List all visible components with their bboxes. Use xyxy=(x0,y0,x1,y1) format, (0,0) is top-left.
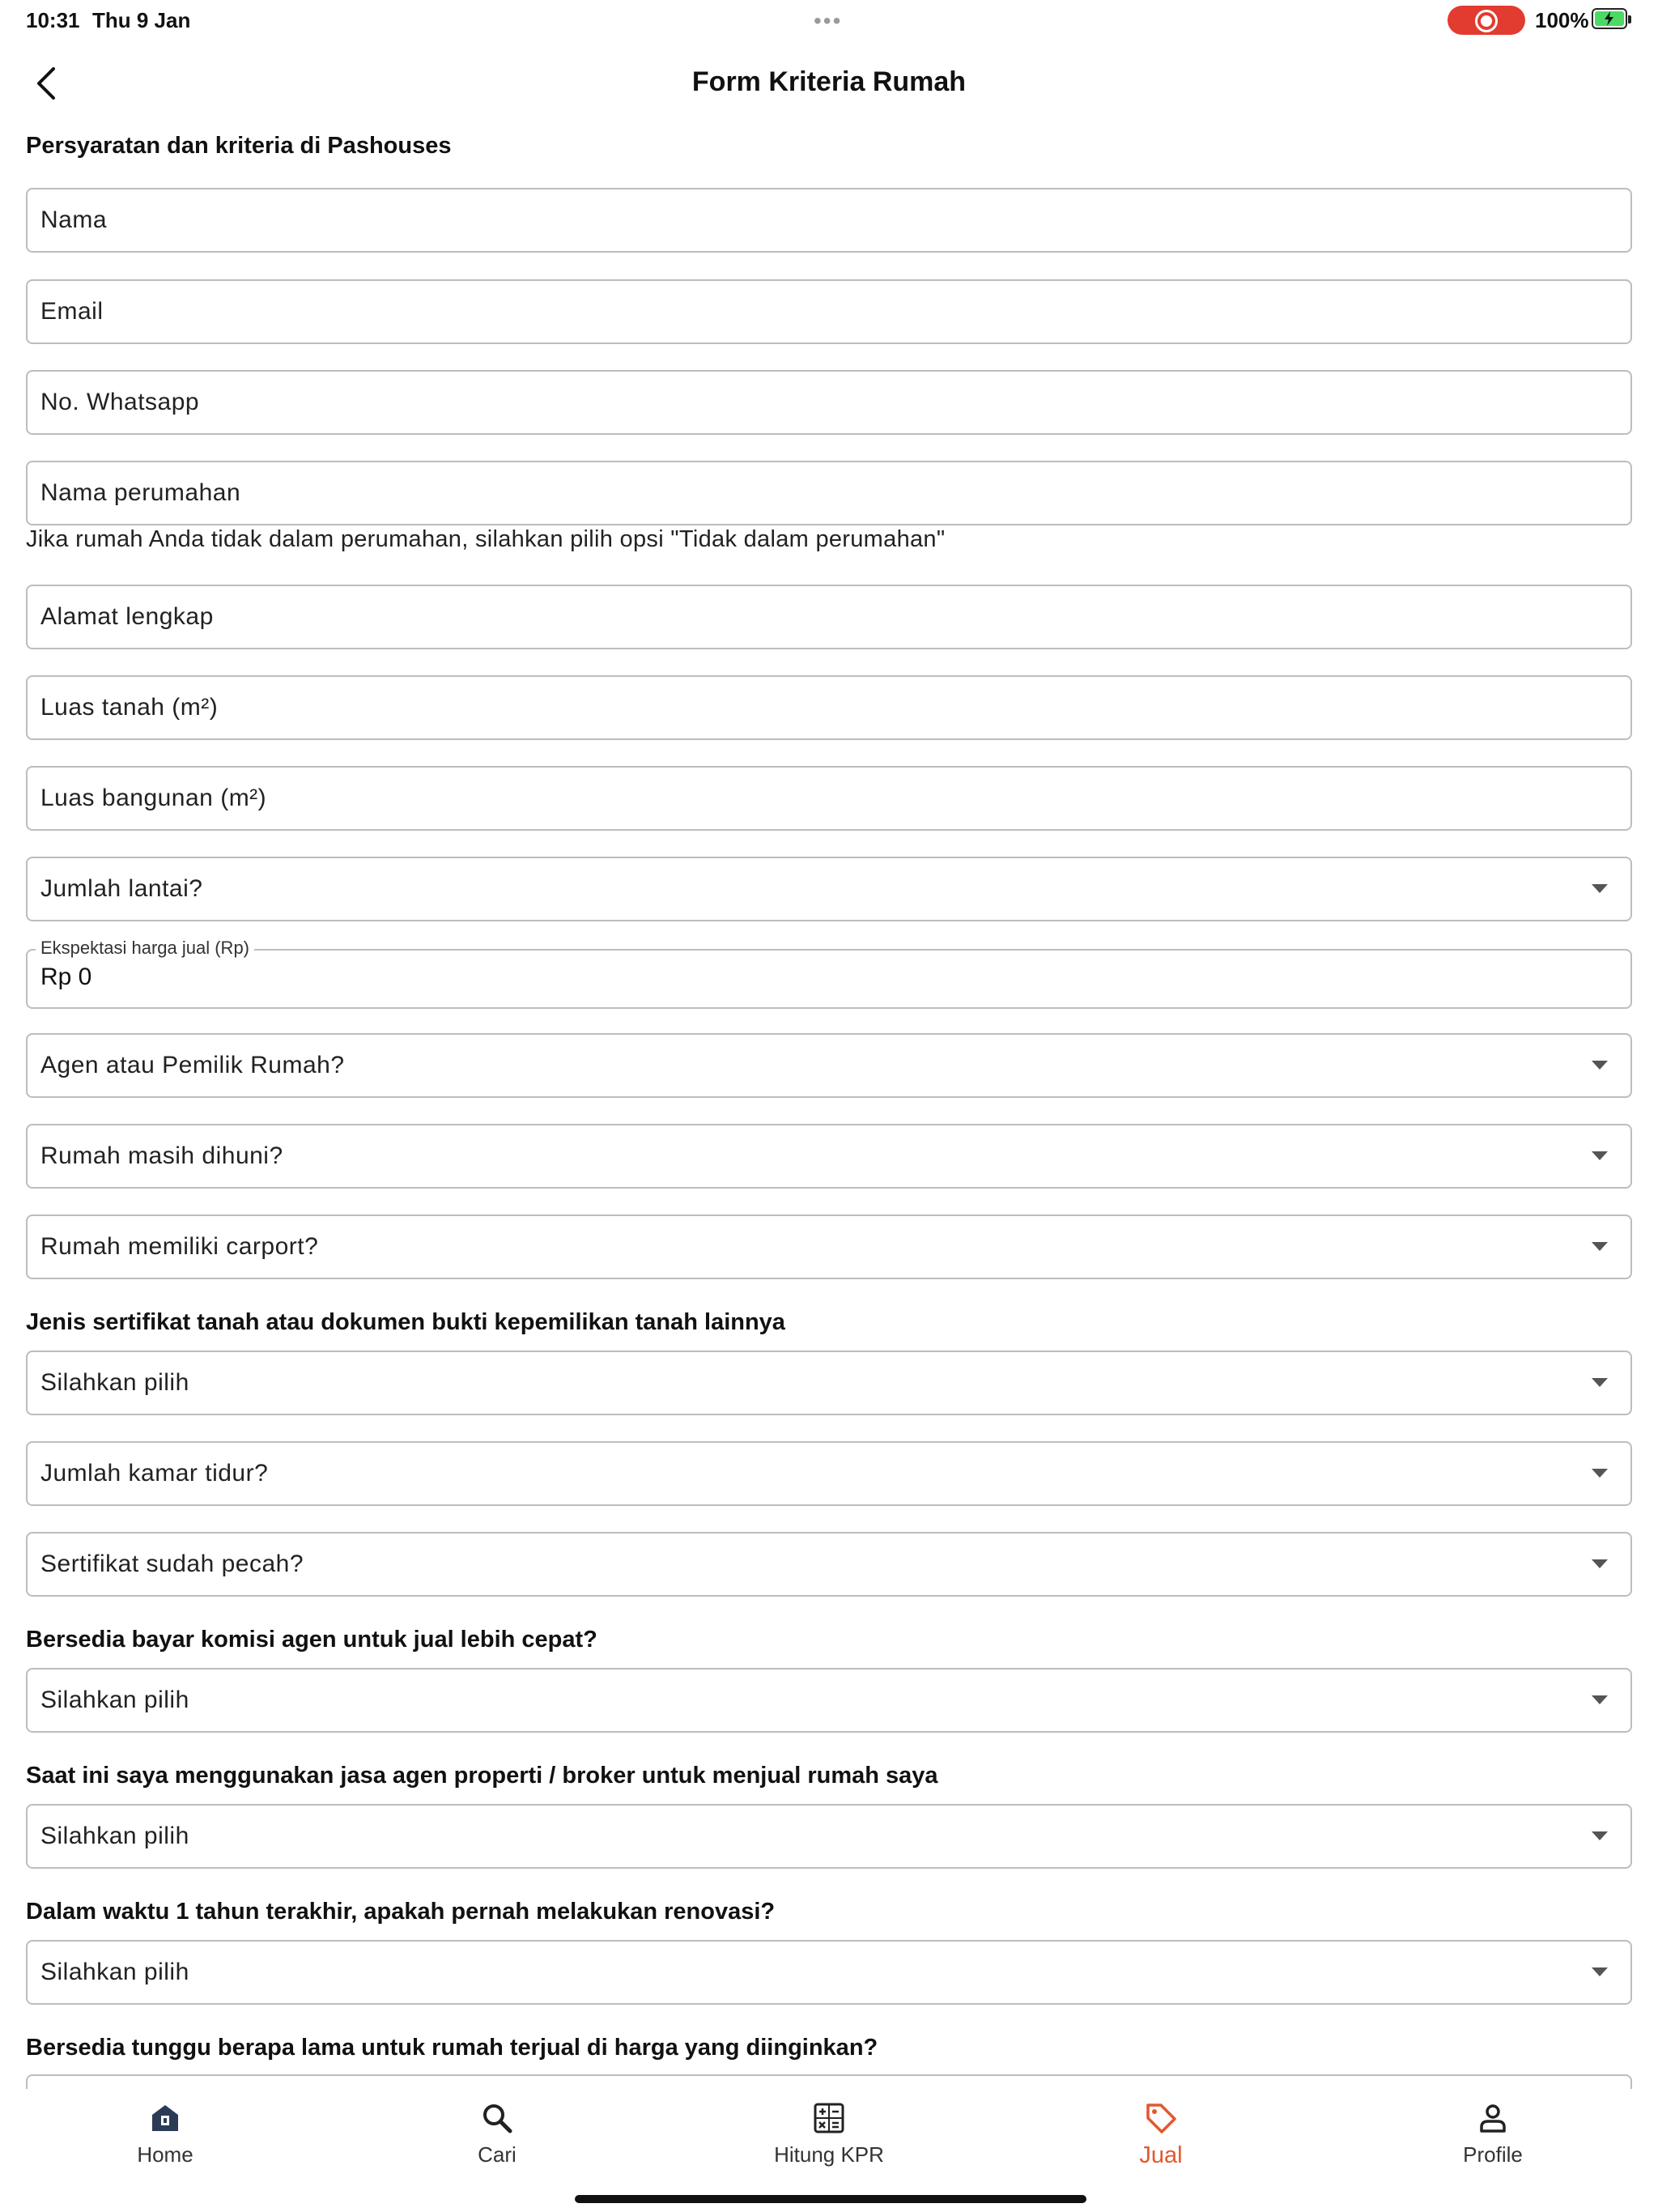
whatsapp-input[interactable] xyxy=(26,370,1632,435)
nav-profile-label: Profile xyxy=(1463,2142,1523,2167)
harga-jual-value: Rp 0 xyxy=(40,963,92,990)
renovasi-question: Dalam waktu 1 tahun terakhir, apakah pernah melakukan renovasi? xyxy=(26,1899,776,1925)
dropdown-arrow-icon xyxy=(1592,1967,1608,1976)
sertifikat-question: Jenis sertifikat tanah atau dokumen bukti kepemilikan tanah lainnya xyxy=(26,1309,785,1335)
intro-text: Persyaratan dan kriteria di Pashouses xyxy=(26,133,452,159)
carport-select[interactable] xyxy=(26,1214,1632,1279)
renovasi-select-label: Silahkan pilih xyxy=(40,1959,189,1985)
luas-tanah-input[interactable] xyxy=(26,675,1632,740)
broker-question: Saat ini saya menggunakan jasa agen properti / broker untuk menjual rumah saya xyxy=(26,1763,938,1789)
sertifikat-select[interactable] xyxy=(26,1351,1632,1415)
dropdown-arrow-icon xyxy=(1592,1695,1608,1704)
email-input[interactable] xyxy=(26,279,1632,344)
dropdown-arrow-icon xyxy=(1592,1242,1608,1251)
broker-select-label: Silahkan pilih xyxy=(40,1823,189,1849)
perumahan-hint: Jika rumah Anda tidak dalam perumahan, silahkan pilih opsi "Tidak dalam perumahan" xyxy=(26,526,946,552)
agen-pemilik-select[interactable] xyxy=(26,1033,1632,1098)
kamar-tidur-label: Jumlah kamar tidur? xyxy=(40,1460,269,1487)
renovasi-select[interactable] xyxy=(26,1940,1632,2005)
harga-jual-label: Ekspektasi harga jual (Rp) xyxy=(36,938,254,959)
nav-hitung-kpr-label: Hitung KPR xyxy=(774,2142,884,2167)
carport-label: Rumah memiliki carport? xyxy=(40,1233,319,1260)
dropdown-arrow-icon xyxy=(1592,1061,1608,1070)
dropdown-arrow-icon xyxy=(1592,1151,1608,1160)
tag-icon xyxy=(1143,2100,1179,2136)
nav-cari-label: Cari xyxy=(478,2142,517,2167)
status-date: Thu 9 Jan xyxy=(92,8,191,32)
status-time: 10:31 xyxy=(26,8,80,32)
nama-input[interactable] xyxy=(26,188,1632,253)
nav-hitung-kpr[interactable] xyxy=(732,2100,926,2189)
dropdown-arrow-icon xyxy=(1592,1831,1608,1840)
home-indicator[interactable] xyxy=(575,2195,1086,2203)
alamat-label: Alamat lengkap xyxy=(40,603,214,630)
person-icon xyxy=(1475,2100,1511,2136)
dropdown-arrow-icon xyxy=(1592,884,1608,893)
broker-select[interactable] xyxy=(26,1804,1632,1869)
dropdown-arrow-icon xyxy=(1592,1559,1608,1568)
komisi-question: Bersedia bayar komisi agen untuk jual lebih cepat? xyxy=(26,1627,597,1653)
luas-tanah-label: Luas tanah (m²) xyxy=(40,694,219,721)
perumahan-label: Nama perumahan xyxy=(40,479,241,506)
sertifikat-pecah-label: Sertifikat sudah pecah? xyxy=(40,1551,304,1577)
harga-jual-input[interactable] xyxy=(26,938,1632,1009)
luas-bangunan-input[interactable] xyxy=(26,766,1632,831)
battery-percent: 100% xyxy=(1535,8,1589,32)
calculator-icon xyxy=(811,2100,847,2136)
perumahan-input[interactable] xyxy=(26,461,1632,525)
tunggu-question: Bersedia tunggu berapa lama untuk rumah terjual di harga yang diinginkan? xyxy=(26,2035,878,2061)
dropdown-arrow-icon xyxy=(1592,1469,1608,1478)
nama-label: Nama xyxy=(40,206,108,233)
home-icon xyxy=(147,2100,183,2136)
agen-pemilik-label: Agen atau Pemilik Rumah? xyxy=(40,1052,345,1078)
jumlah-lantai-select[interactable] xyxy=(26,857,1632,921)
nav-home[interactable] xyxy=(68,2100,262,2189)
sertifikat-select-label: Silahkan pilih xyxy=(40,1369,189,1396)
search-icon xyxy=(479,2100,515,2136)
nav-home-label: Home xyxy=(137,2142,193,2167)
komisi-select[interactable] xyxy=(26,1668,1632,1733)
nav-cari[interactable] xyxy=(400,2100,594,2189)
komisi-select-label: Silahkan pilih xyxy=(40,1687,189,1713)
multitasking-dots-icon[interactable]: ••• xyxy=(814,8,843,33)
dihuni-label: Rumah masih dihuni? xyxy=(40,1142,283,1169)
nav-jual-label: Jual xyxy=(1139,2142,1183,2168)
jumlah-lantai-label: Jumlah lantai? xyxy=(40,875,203,902)
alamat-input[interactable] xyxy=(26,585,1632,649)
sertifikat-pecah-select[interactable] xyxy=(26,1532,1632,1597)
nav-jual[interactable] xyxy=(1064,2100,1258,2189)
whatsapp-label: No. Whatsapp xyxy=(40,389,200,415)
page-title: Form Kriteria Rumah xyxy=(691,66,967,97)
screen-record-icon[interactable] xyxy=(1448,6,1525,35)
luas-bangunan-label: Luas bangunan (m²) xyxy=(40,785,267,811)
kamar-tidur-select[interactable] xyxy=(26,1441,1632,1506)
email-label: Email xyxy=(40,298,104,325)
battery-icon xyxy=(1592,8,1627,29)
dihuni-select[interactable] xyxy=(26,1124,1632,1189)
nav-profile[interactable] xyxy=(1396,2100,1590,2189)
status-bar xyxy=(0,0,1658,39)
dropdown-arrow-icon xyxy=(1592,1378,1608,1387)
bottom-nav xyxy=(0,2089,1658,2212)
